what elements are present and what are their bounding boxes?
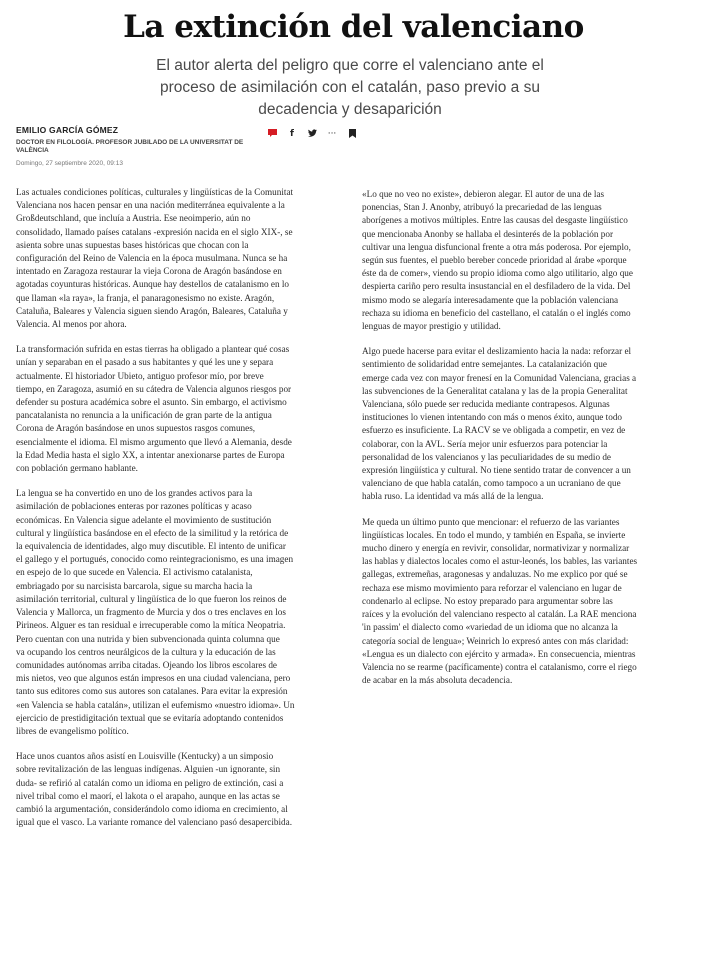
text-line: Valencia y Mallorca, un fragmento de Murcia y dos o tres enclaves en los <box>16 607 286 618</box>
text-line: gallegas, extremeñas, aragonesas y andaluzas. No me explico por qué se <box>362 569 628 580</box>
text-line: mis nietos, veo que algunos están impresos en una ciudad valenciana, pero <box>16 673 291 684</box>
text-line: «en Valencia se habla catalán», utilizan el eufemismo «nuestro idioma». Un <box>16 699 295 710</box>
text-line: La lengua se ha convertido en uno de los grandes activos para la <box>16 488 253 499</box>
text-line: defender su postura académica sobre el asunto. Sin embargo, el activismo <box>16 397 287 408</box>
text-line: cambió la argumentación, considerándolo como idioma en crecimiento, al <box>16 803 288 814</box>
text-line: según sus fuentes, el pueblo bereber concede prioridad al árabe «porque <box>362 255 627 266</box>
text-line: consolidado, llamado países catalans -expresión nacida en el siglo XIX-, se <box>16 226 293 237</box>
author-role: DOCTOR EN FILOLOGÍA. PROFESOR JUBILADO DE LA UNIVERSITAT DE VALÈNCIA <box>16 139 244 154</box>
share-bar <box>262 129 362 141</box>
paragraph <box>16 487 350 738</box>
text-line: duda- se refirió al catalán como un idioma en peligro de extinción, casi a <box>16 777 284 788</box>
text-line: económicas. En Valencia sigue adelante el movimiento de sustitución <box>16 514 272 525</box>
publish-date: Domingo, 27 septiembre 2020, 09:13 <box>16 160 123 167</box>
paragraph <box>362 188 692 333</box>
text-line: Pero cuentan con una nutrida y bien subvencionada quinta columna que <box>16 633 280 644</box>
text-line: expresión lingüística y cultural. No tiene sentido tratar de convencer a un <box>362 465 631 476</box>
text-line: mismo modo se alegaría interesadamente que la población valenciana <box>362 294 619 305</box>
text-line: va ocupando los centros neurálgicos de la cultura y la educación de las <box>16 646 276 657</box>
text-line: configuración del Reino de Valencia en la época musulmana. Nunca se ha <box>16 253 288 264</box>
paragraph <box>16 186 350 331</box>
text-line: agotadas coyunturas históricas. Aunque hay destellos de catalanismo en lo <box>16 279 289 290</box>
text-line: las hablas y dialectos locales como el astur-leonés, los bables, las variantes <box>362 556 638 567</box>
paragraph <box>16 343 350 475</box>
text-line: embriagado por su narcisista barcarola, sigue su marcha hacia la <box>16 580 253 591</box>
text-line: asimilación territorial, cultural y lingüística de lo que fueron los reinos de <box>16 593 287 604</box>
text-line: intentado en Zaragoza restaurar la vieja Corona de Aragón basándose en <box>16 266 282 277</box>
text-line: con población germano hablante. <box>16 463 138 474</box>
text-line: valenciano de que habla catalán, como tampoco a un ucraniano de que <box>362 478 621 489</box>
byline <box>16 125 266 167</box>
text-line: instituciones lo vienen intentando con más o menos éxito, aunque todo <box>362 412 623 423</box>
text-line: las subvenciones de la Generalitat catalana y las de la propia Generalitat <box>362 385 628 396</box>
text-line: rechaza su idioma en beneficio del castellano, el catalán o el inglés como <box>362 307 631 318</box>
article-subtitle: El autor alerta del peligro que corre el valenciano ante el proceso de asimilación con el catalán, paso previo a su decadencia y desaparición <box>156 57 544 118</box>
paragraph <box>16 750 350 829</box>
text-line: éste da de comer», viendo su propio idioma como algo utilitario, algo que <box>362 268 633 279</box>
text-line: actualmente. El historiador Ubieto, antiguo profesor mío, por breve <box>16 370 264 381</box>
facebook-icon[interactable]: f <box>290 129 294 139</box>
text-line: Valencia no se rearme (pacíficamente) contra el catalanismo, corre el riego <box>362 661 637 672</box>
text-line: el gallego y el portugués, conocido como reintegracionismo, es una imagen <box>16 554 294 565</box>
paragraph <box>362 516 692 688</box>
text-line: Me queda un último punto que mencionar: el refuerzo de las variantes <box>362 516 620 527</box>
text-line: de acabar en la más absoluta decadencia. <box>362 675 513 686</box>
text-line: «Lengua es un dialecto con ejército y armada». En consecuencia, mientras <box>362 648 636 659</box>
text-line: emerge cada vez con mayor frenesí en la Comunidad Valenciana, gracias a <box>362 372 637 383</box>
text-line: aborígenes a motivos múltiples. Entre las causas del desgaste lingüístico <box>362 215 628 226</box>
text-line: la equivalencia de identidades, algo muy discutible. El intento de unificar <box>16 541 286 552</box>
text-line: la Edad Media hasta el siglo XX, a intentar anexionarse partes de Europa <box>16 449 285 460</box>
text-line: «Lo que no veo no existe», debieron alegar. El autor de una de las <box>362 189 605 199</box>
text-line: lenguas de mayor prestigio y utilidad. <box>362 321 501 332</box>
text-line: nivel tribal como el maorí, el lakota o el arapaho, aunque en las actas se <box>16 790 280 801</box>
text-line: asimilación de poblaciones enteras por razones políticas y acaso <box>16 501 252 512</box>
text-line: Las actuales condiciones políticas, culturales y lingüísticas de la Comunitat <box>16 187 294 197</box>
text-line: pancatalanista no renuncia a la unificación de gran parte de la antigua <box>16 410 272 421</box>
author-name[interactable]: EMILIO GARCÍA GÓMEZ <box>16 125 119 135</box>
text-line: Valencia. Al menos por ahora. <box>16 319 127 330</box>
text-line: tiempo, en Zaragoza, asumió en su cátedra de Valencia algunos riesgos por <box>16 383 292 394</box>
text-line: Cataluña, Baleares y Valencia siguen siendo Aragón, Baleares, Cataluña y <box>16 305 288 316</box>
text-line: en espejo de lo que sucede en Valencia. El activismo catalanista, <box>16 567 253 578</box>
text-line: esfuerzo es insuficiente. La RACV se ve obligada a competir, en vez de <box>362 425 626 436</box>
text-line: que llaman «la raya», la franja, el panaragonesismo no existe. Aragón, <box>16 292 275 303</box>
text-line: despierta cariño pero resulta insustancial en el desfiladero de la vida. Del <box>362 281 631 292</box>
text-line: lingüísticas locales. En todo el mundo, y también en España, se invierte <box>362 529 626 540</box>
text-line: comunidades autónomas arriba citadas. Ojeando los libros escolares de <box>16 659 277 670</box>
text-line: mucho dinero y energía en revivir, consolidar, normativizar y normalizar <box>362 543 630 554</box>
text-line: Pirineos. Alguer es tan residual e irrecuperable como la mítica Neopatria. <box>16 620 286 631</box>
bookmark-icon[interactable] <box>342 129 362 141</box>
text-line: ejercicio de prestidigitación textual que se evitaría adoptando contenidos <box>16 712 284 723</box>
comment-icon[interactable] <box>262 129 282 141</box>
text-line: habla ruso. La identidad va más allá de la lengua. <box>362 491 544 502</box>
text-line: colaborar, con la AVL. Sería mejor unir esfuerzos para potenciar la <box>362 438 608 449</box>
text-line: esencialmente el idioma. El mismo argumento que llevó a Alemania, desde <box>16 436 292 447</box>
text-line: Valenciana nos hacen pensar en una nación mediterránea equivalente a la <box>16 200 285 211</box>
text-line: asienta sobre unas supuestas bases históricas que chocan con la <box>16 239 249 250</box>
text-line: unían y separaban en el pasado a sus habitantes y qué les une y separa <box>16 357 274 368</box>
text-line: 'in passim' el dialecto como «variedad de un idioma que no alcanza la <box>362 622 618 633</box>
article-title: La extinción del valenciano <box>123 9 584 45</box>
text-line: raíces y la evolución del valenciano respecto al catalán. La RAE menciona <box>362 609 637 620</box>
text-line: tanto sus editores como sus autores son catalanes. Para evitar la expresión <box>16 686 288 697</box>
text-line: Hace unos cuantos años asistí en Louisville (Kentucky) a un simposio <box>16 751 274 762</box>
text-line: cultural y lingüística basándose en el efecto de la similitud y la retórica de <box>16 527 289 538</box>
twitter-icon[interactable] <box>302 129 322 141</box>
text-line: Großdeutschland, que incluía a Austria. Ese neoimperio, aún no <box>16 213 251 224</box>
text-line: cultivar una lengua disfuncional frente a otra más poderosa. Por ejemplo, <box>362 241 631 252</box>
text-line: libres de evangelismo político. <box>16 725 129 736</box>
text-line: Algo puede hacerse para evitar el deslizamiento hacia la nada: reforzar el <box>362 346 632 357</box>
article-body-left-column <box>16 186 350 841</box>
text-line: sentimiento de solidaridad entre semejantes. La catalanización que <box>362 359 607 370</box>
article-body-right-column <box>362 188 692 699</box>
text-line: La transformación sufrida en estas tierras ha obligado a plantear qué cosas <box>16 344 290 355</box>
text-line: personalidad de los valencianos y las peculiaridades de su medio de <box>362 451 612 462</box>
text-line: categoría social de lengua»; Weinrich lo expresó antes con más claridad: <box>362 635 629 646</box>
text-line: Corona de Aragón basándose en unos supuestos rasgos comunes, <box>16 423 256 434</box>
paragraph <box>362 345 692 503</box>
text-line: condenarlo al eclipse. No estoy preparado para argumentar sobre las <box>362 595 613 606</box>
text-line: Valenciana, sólo puede ser reducida mediante contrapesos. Algunas <box>362 399 610 410</box>
text-line: ponencias, Stan J. Anonby, atribuyó la precariedad de las lenguas <box>362 202 602 213</box>
more-options-icon[interactable]: ··· <box>327 129 337 139</box>
text-line: sobre revitalización de las lenguas indígenas. Alguien -un ignorante, sin <box>16 764 281 775</box>
text-line: que mencionaba Anonby se hallaba el desinterés de la población por <box>362 228 614 239</box>
text-line: rechaza ese mismo movimiento para reforzar el valenciano en lugar de <box>362 582 622 593</box>
text-line: igual que el vasco. La variante romance del valenciano pasó desapercibida. <box>16 817 293 828</box>
